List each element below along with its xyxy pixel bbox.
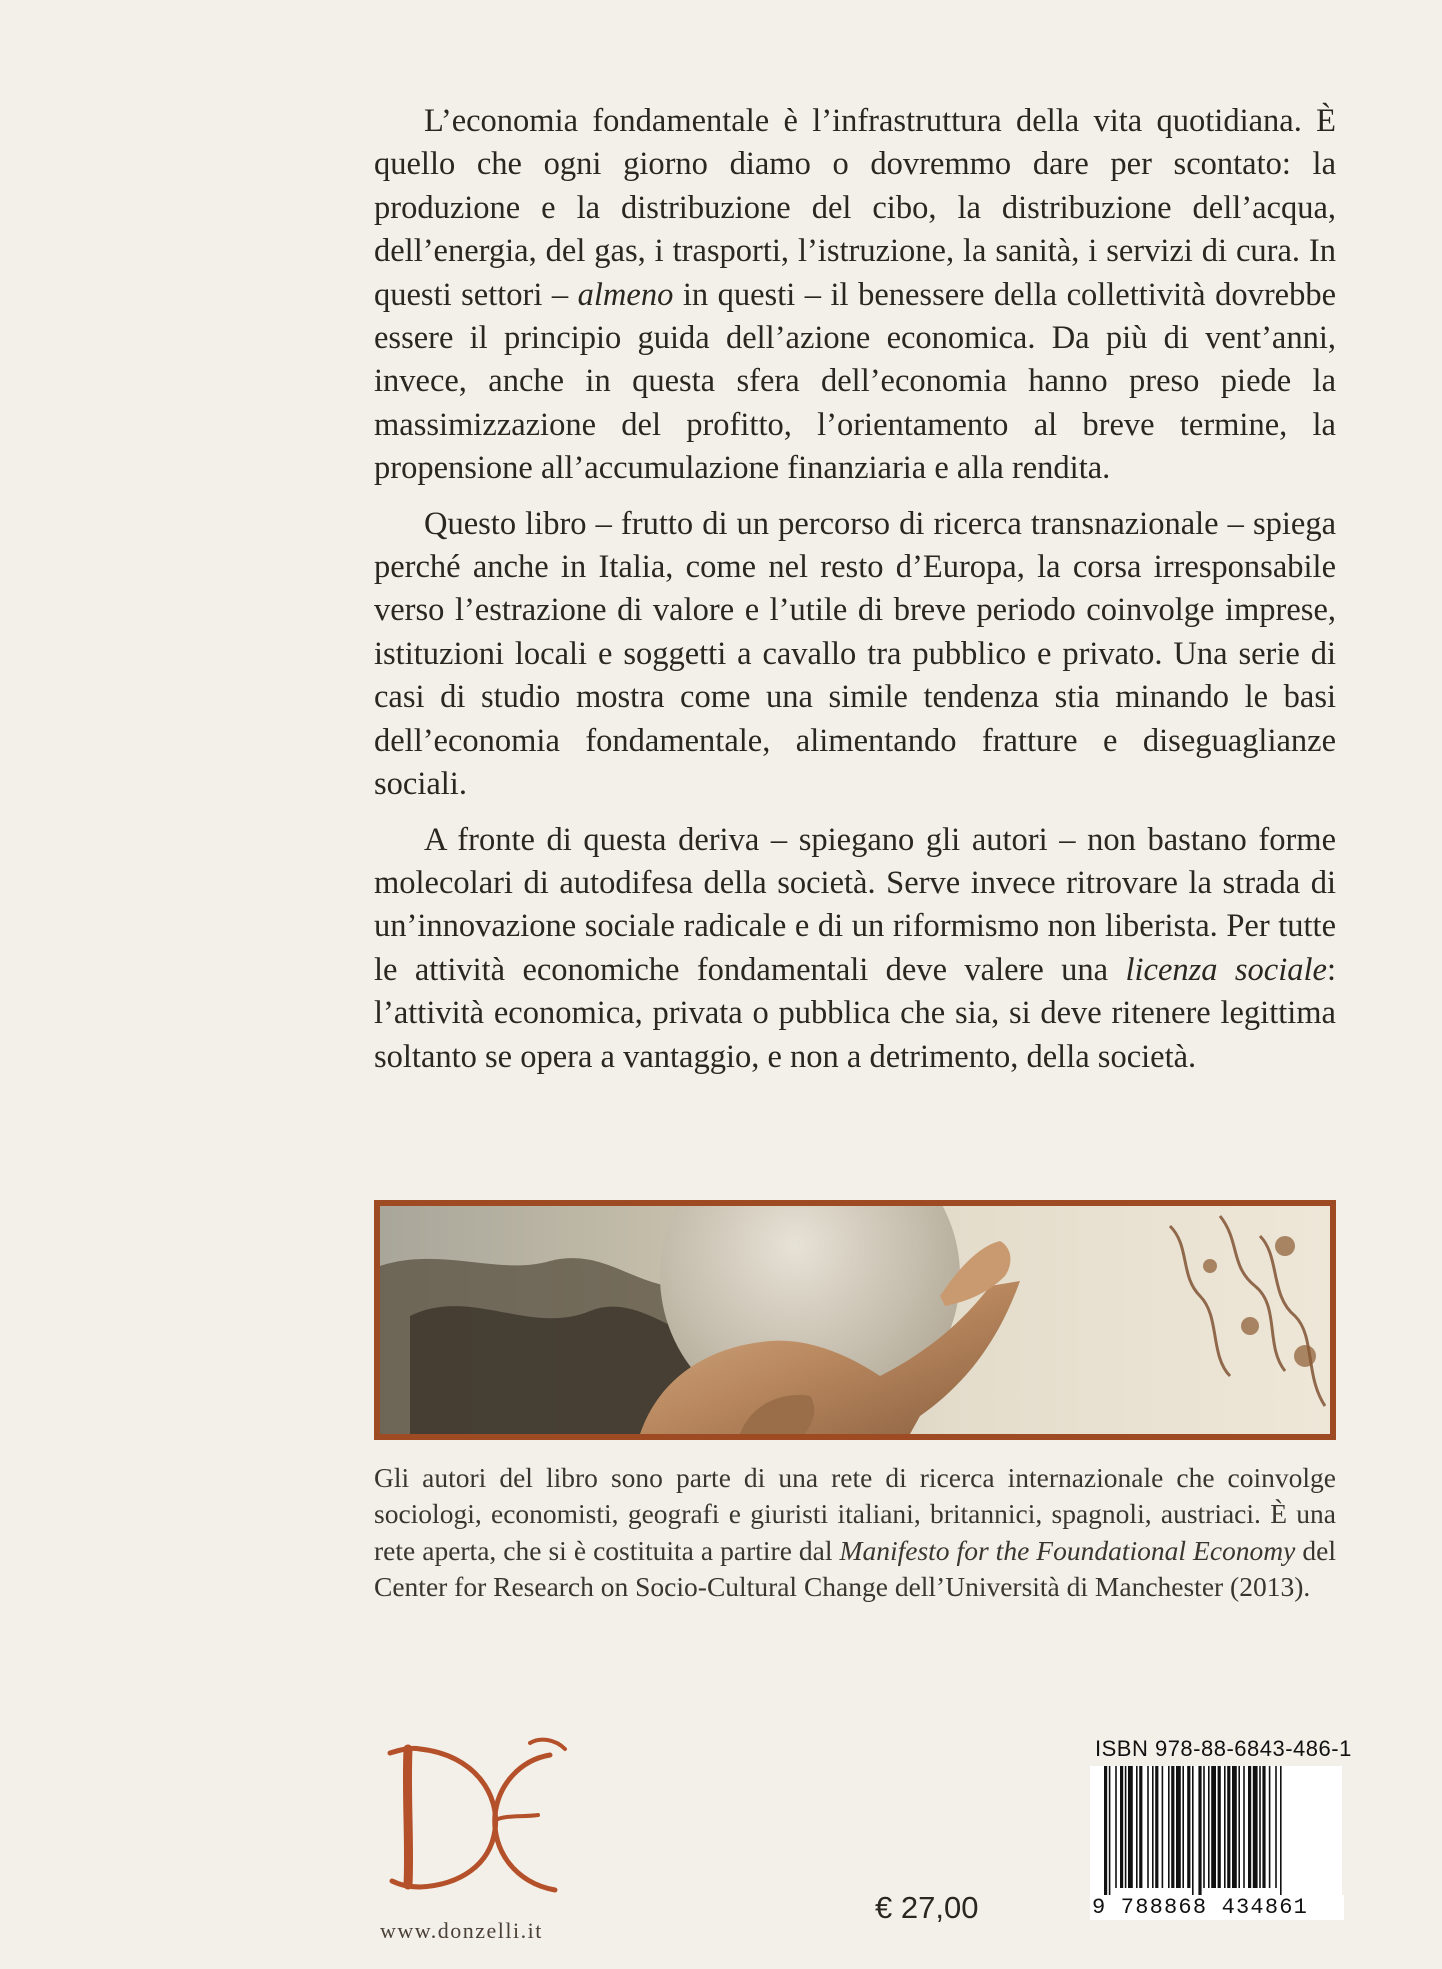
barcode-bar bbox=[1262, 1766, 1265, 1888]
barcode-bar bbox=[1109, 1766, 1111, 1896]
emphasis-manifesto-title: Manifesto for the Foundational Economy bbox=[839, 1534, 1296, 1566]
barcode-bar bbox=[1253, 1766, 1258, 1888]
fresco-artwork bbox=[374, 1200, 1336, 1440]
barcode-bar bbox=[1192, 1766, 1194, 1896]
barcode-bar bbox=[1115, 1766, 1117, 1888]
price-label: € 27,00 bbox=[875, 1890, 979, 1925]
barcode-bar bbox=[1218, 1766, 1221, 1888]
barcode-bar bbox=[1162, 1766, 1164, 1888]
barcode-bar bbox=[1198, 1766, 1201, 1896]
barcode-bar bbox=[1227, 1766, 1230, 1888]
barcode-bar bbox=[1248, 1766, 1251, 1888]
barcode-bar bbox=[1232, 1766, 1237, 1888]
donzelli-logo bbox=[380, 1735, 580, 1910]
barcode-bar bbox=[1182, 1766, 1184, 1888]
barcode-bar bbox=[1120, 1766, 1123, 1888]
barcode-bar bbox=[1280, 1766, 1282, 1896]
barcode-bar bbox=[1203, 1766, 1205, 1888]
barcode-bar bbox=[1168, 1766, 1170, 1888]
barcode-bar bbox=[1147, 1766, 1149, 1888]
barcode-bar bbox=[1136, 1766, 1138, 1888]
barcode-bar bbox=[1259, 1766, 1261, 1888]
blurb-paragraph-3: A fronte di questa deriva – spiegano gli autori – non bastano forme molecolari di autodifesa della società. Serve invece ritrovare la strada di un’innovazione sociale radicale e di un riformismo non liberista. Per tutte le attività economiche fondamentali deve valere una licenza sociale: l’attività economica, privata o pubblica che sia, si deve ritenere legittima soltanto se opera a vantaggio, e non a detrimento, della società. bbox=[374, 821, 1336, 1075]
barcode-bar bbox=[1238, 1766, 1240, 1888]
fresco-illustration bbox=[380, 1206, 1330, 1434]
barcode-bar bbox=[1269, 1766, 1271, 1888]
blurb-paragraph-2: Questo libro – frutto di un percorso di ricerca transnazionale – spiega perché anche in Italia, come nel resto d’Europa, la corsa irresponsabile verso l’estrazione di valore e l’utile di breve periodo coinvolge imprese, istituzioni locali e soggetti a cavallo tra pubblico e privato. Una serie di casi di studio mostra come una simile tendenza stia minando le basi dell’economia fondamentale, alimentando fratture e diseguaglianze sociali. bbox=[374, 505, 1336, 803]
emphasis-almeno: almeno bbox=[577, 276, 674, 313]
barcode-bar bbox=[1128, 1766, 1133, 1888]
back-cover-blurb bbox=[374, 100, 1336, 1091]
barcode-bar bbox=[1224, 1766, 1226, 1888]
donzelli-logo-icon bbox=[380, 1735, 580, 1910]
barcode-bar bbox=[1139, 1766, 1142, 1888]
barcode-bar bbox=[1104, 1766, 1107, 1896]
barcode-bar bbox=[1125, 1766, 1127, 1888]
barcode-digits: 9 788868 434861 bbox=[1090, 1895, 1344, 1920]
barcode-bars bbox=[1090, 1766, 1342, 1896]
emphasis-licenza-sociale: licenza sociale bbox=[1125, 951, 1327, 988]
barcode-bar bbox=[1208, 1766, 1210, 1888]
barcode-bar bbox=[1243, 1766, 1245, 1888]
authors-paragraph: Gli autori del libro sono parte di una rete di ricerca internazionale che coinvolge sociologi, economisti, geografi e giuristi italiani, britannici, spagnoli, austriaci. È una rete aperta, che si è costituita a partire dal Manifesto for the Foundational Economy del Center for Research on Socio-Cultural Change dell’Università di Manchester (2013). bbox=[374, 1462, 1336, 1602]
authors-note bbox=[374, 1460, 1336, 1605]
isbn-label: ISBN 978-88-6843-486-1 bbox=[1095, 1736, 1352, 1761]
isbn-barcode bbox=[1090, 1766, 1342, 1916]
barcode-bar bbox=[1155, 1766, 1158, 1888]
barcode-bar bbox=[1275, 1766, 1277, 1888]
barcode-bar bbox=[1176, 1766, 1181, 1888]
blurb-paragraph-1: L’economia fondamentale è l’infrastruttura della vita quotidiana. È quello che ogni giorno diamo o dovremmo dare per scontato: la produzione e la distribuzione del cibo, la distribuzione dell’acqua, dell’energia, del gas, i trasporti, l’istruzione, la sanità, i servizi di cura. In questi settori – almeno in questi – il benessere della collettività dovrebbe essere il principio guida dell’azione economica. Da più di vent’anni, invece, anche in questa sfera dell’economia hanno preso piede la massimizzazione del profitto, l’orientamento al breve termine, la propensione all’accumulazione finanziaria e alla rendita. bbox=[374, 103, 1336, 487]
barcode-bar bbox=[1171, 1766, 1174, 1888]
barcode-bar bbox=[1211, 1766, 1216, 1888]
publisher-website: www.donzelli.it bbox=[380, 1918, 543, 1943]
barcode-bar bbox=[1152, 1766, 1154, 1888]
barcode-bar bbox=[1187, 1766, 1190, 1888]
